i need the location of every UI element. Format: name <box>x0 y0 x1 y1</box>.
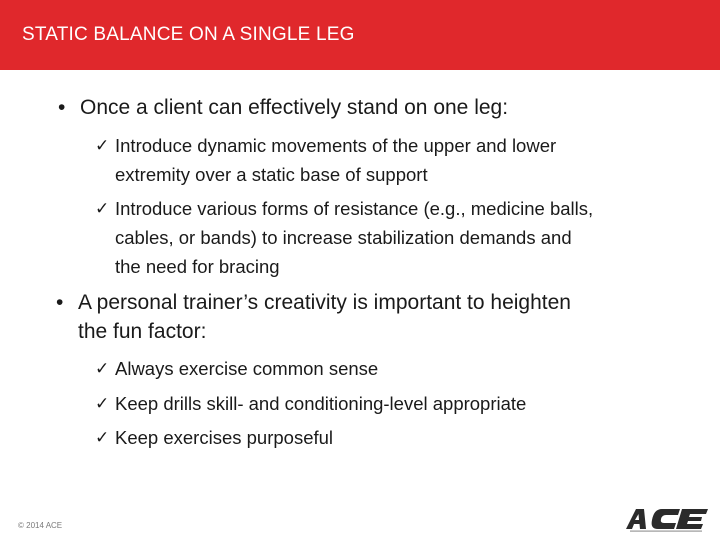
check-item-line: Keep exercises purposeful <box>115 427 334 448</box>
bullet-text: Once a client can effectively stand on one leg: <box>80 96 509 119</box>
bullet-text-line: A personal trainer’s creativity is important to heighten <box>78 291 571 314</box>
check-item <box>95 131 557 189</box>
ace-logo-icon <box>624 505 710 533</box>
check-item-line: cables, or bands) to increase stabilization demands and <box>115 227 572 248</box>
check-item-line: Always exercise common sense <box>115 358 379 379</box>
check-icon: ✓ <box>95 359 110 378</box>
check-item <box>95 389 527 418</box>
check-item-line: Introduce various forms of resistance (e.g., medicine balls, <box>115 198 594 219</box>
check-item <box>95 423 334 452</box>
bullet-dot-icon: • <box>56 291 64 314</box>
copyright-text: © 2014 ACE <box>18 521 63 530</box>
title-bar <box>0 0 720 70</box>
check-icon: ✓ <box>95 394 110 413</box>
check-item-line: Introduce dynamic movements of the upper and lower <box>115 135 557 156</box>
bullet-item <box>56 288 571 346</box>
check-icon: ✓ <box>95 428 110 447</box>
check-item-line: Keep drills skill- and conditioning-level appropriate <box>115 393 527 414</box>
bullet-dot-icon: • <box>58 96 66 119</box>
check-item <box>95 194 594 281</box>
check-item-line: the need for bracing <box>115 256 280 277</box>
check-item <box>95 354 379 383</box>
bullet-text-line: the fun factor: <box>78 320 207 343</box>
bullet-item <box>58 93 509 122</box>
check-item-line: extremity over a static base of support <box>115 164 428 185</box>
check-icon: ✓ <box>95 136 110 155</box>
slide-title: STATIC BALANCE ON A SINGLE LEG <box>22 24 355 45</box>
check-icon: ✓ <box>95 199 110 218</box>
